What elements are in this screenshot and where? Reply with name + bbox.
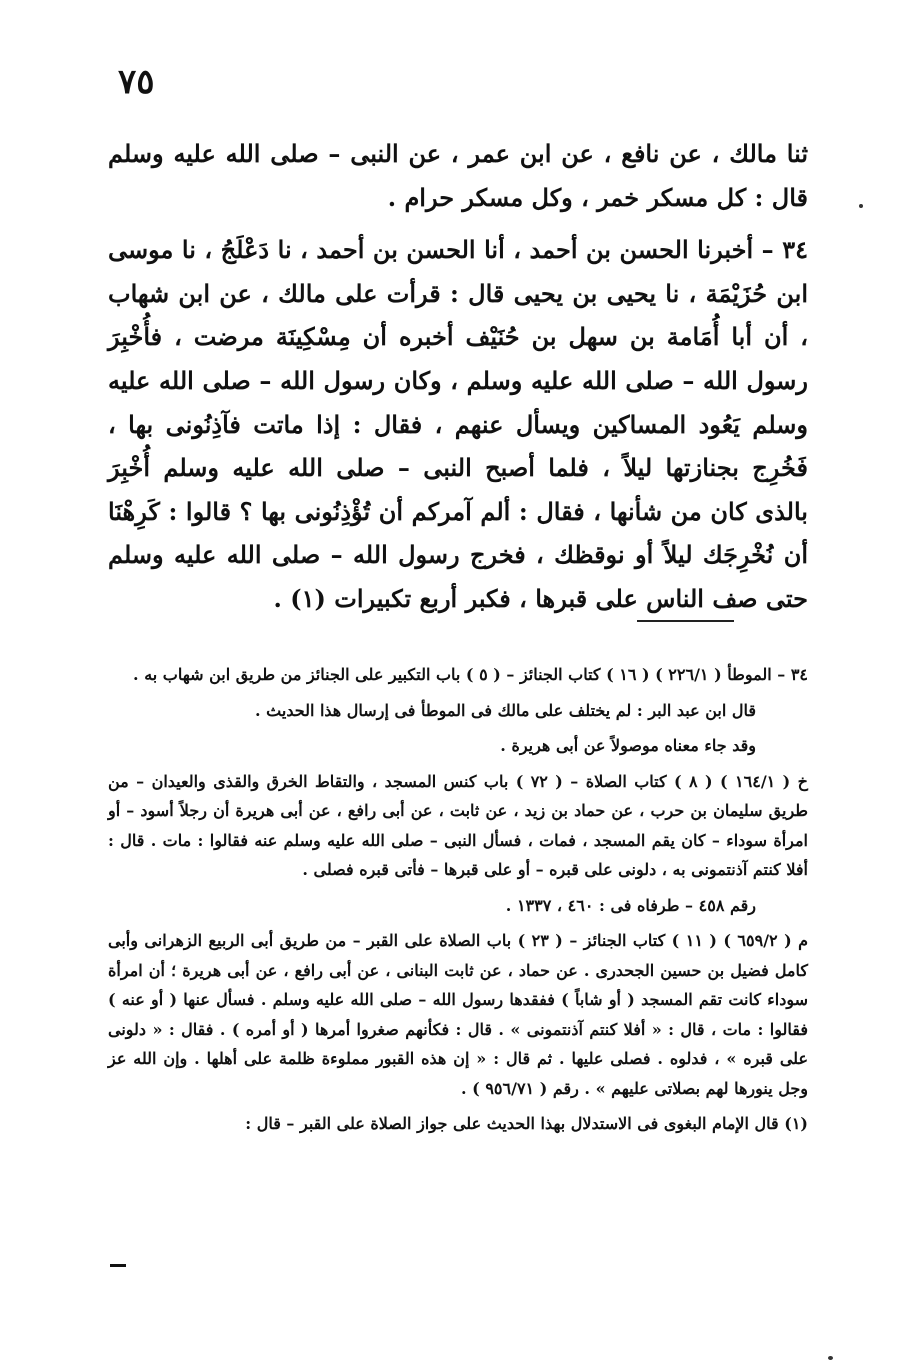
note-muwatta: ٣٤ – الموطأ ( ٢٢٦/١ ) ( ١٦ ) كتاب الجنائز – ( ٥ ) باب التكبير على الجنائز من طريق ابن شهاب به .	[133, 665, 808, 684]
footnote-divider	[637, 620, 734, 622]
note-bukhari: خ ( ١٦٤/١ ) ( ٨ ) كتاب الصلاة – ( ٧٢ ) باب كنس المسجد ، والتقاط الخرق والقذى والعيدان – من طريق سليمان بن حرب ، عن حماد بن زيد ، عن ثابت ، عن أبى رافع ، عن أبى هريرة أن رجلاً أسود – أو امرأة سوداء – كان يقم المسجد ، فمات ، فسأل النبى – صلى الله عليه وسلم عنه فقالوا : مات . قال : أفلا كنتم آذنتمونى به ، دلونى على قبره – أو على قبرها – فأتى قبره فصلى .	[108, 771, 809, 879]
main-text	[108, 132, 808, 621]
footnotes	[108, 660, 808, 1139]
note-bukhari-refs: رقم ٤٥٨ – طرفاه فى : ٤٦٠ ، ١٣٣٧ .	[505, 895, 756, 915]
scan-speck	[828, 1356, 833, 1360]
note-muslim: م ( ٦٥٩/٢ ) ( ١١ ) كتاب الجنائز – ( ٢٣ ) باب الصلاة على القبر – من طريق أبى الربيع الزهرانى وأبى كامل فضيل بن حسين الجحدرى . عن حماد ، عن ثابت البنانى ، عن أبى رافع ، عن أبى هريرة ؛ أن امرأة سوداء كانت تقم المسجد ( أو شاباً ) ففقدها رسول الله – صلى الله عليه وسلم . فسأل عنها ( أو عنه ) فقالوا : مات ، قال : « أفلا كنتم آذنتمونى » . قال : فكأنهم صغروا أمرها ( أو أمره ) . فقال : « دلونى على قبره » ، فدلوه . فصلى عليها . ثم قال : « إن هذه القبور مملوءة ظلمة على أهلها . وإن الله عز وجل ينورها لهم بصلاتى عليهم » . رقم ( ٩٥٦/٧١ ) .	[108, 931, 809, 1098]
scan-speck	[859, 204, 863, 208]
hadith-paragraph-1: ثنا مالك ، عن نافع ، عن ابن عمر ، عن النبى – صلى الله عليه وسلم قال : كل مسكر خمر ، وكل مسكر حرام .	[108, 139, 808, 212]
continuation-dash	[110, 1264, 126, 1267]
page-number: ٧٥	[118, 62, 155, 102]
footnote-1: (١) قال الإمام البغوى فى الاستدلال بهذا الحديث على جواز الصلاة على القبر – قال :	[245, 1114, 808, 1133]
note-abu-hurayra: وقد جاء معناه موصولاً عن أبى هريرة .	[500, 736, 756, 755]
hadith-paragraph-34: ٣٤ – أخبرنا الحسن بن أحمد ، أنا الحسن بن أحمد ، نا دَعْلَجُ ، نا موسى ابن حُزَيْمَة ، نا يحيى بن يحيى قال : قرأت على مالك ، عن ابن شهاب ، أن أبا أُمَامة بن سهل بن حُنَيْف أخبره أن مِسْكِينَة مرضت ، فأُخْبِرَ رسول الله – صلى الله عليه وسلم ، وكان رسول الله – صلى الله عليه وسلم يَعُود المساكين ويسأل عنهم ، فقال : إذا ماتت فآذِنُونى بها ، فَخُرِج بجنازتها ليلاً ، فلما أصبح النبى – صلى الله عليه وسلم أُخْبِرَ بالذى كان من شأنها ، فقال : ألم آمركم أن تُؤْذِنُونى بها ؟ قالوا : كَرِهْنَا أن نُخْرِجَك ليلاً أو نوقظك ، فخرج رسول الله – صلى الله عليه وسلم حتى صف الناس على قبرها ، فكبر أربع تكبيرات (١) .	[108, 235, 809, 613]
note-ibn-abd-al-barr: قال ابن عبد البر : لم يختلف على مالك فى الموطأ فى إرسال هذا الحديث .	[255, 700, 756, 720]
